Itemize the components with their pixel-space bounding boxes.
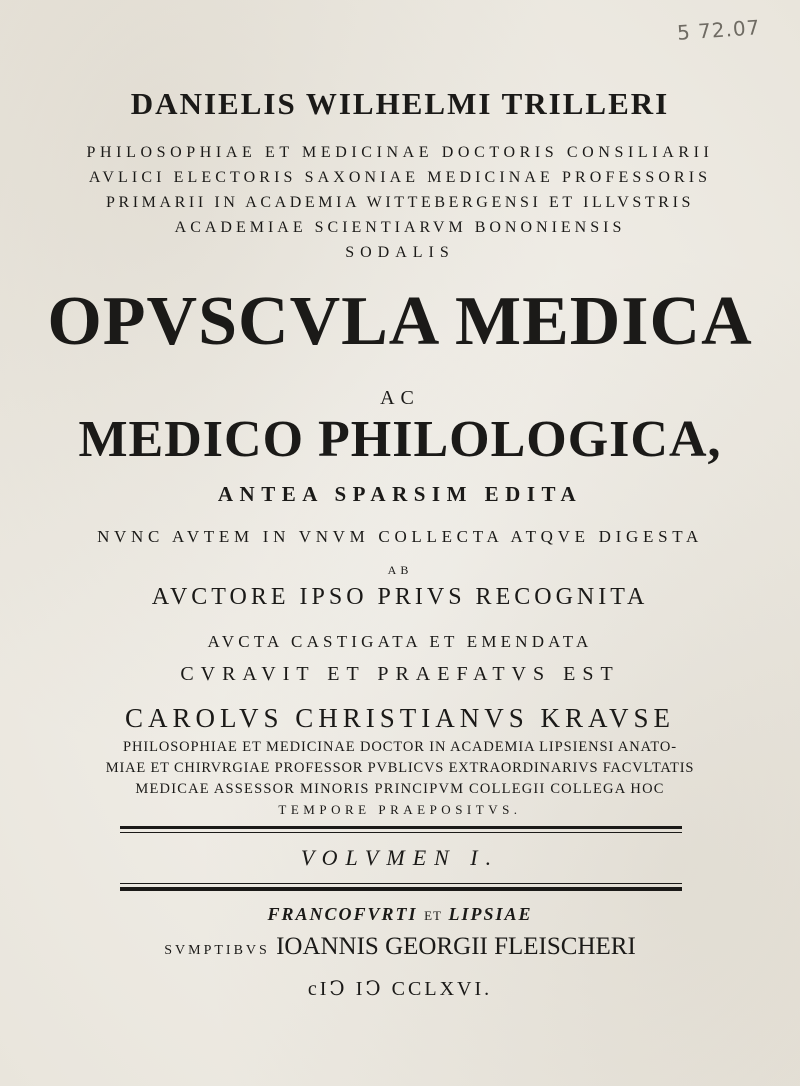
shelfmark-annotation: 5 72.07 xyxy=(675,15,761,45)
imprint-city-2: LIPSIAE xyxy=(448,904,533,924)
imprint-et: ET xyxy=(424,908,442,923)
editor-title-line-2: MIAE ET CHIRVRGIAE PROFESSOR PVBLICVS EXTRAORDINARIVS FACVLTATIS xyxy=(105,760,695,776)
subtitle-avcta: AVCTA CASTIGATA ET EMENDATA xyxy=(207,632,593,651)
editor-title-line-4: TEMPORE PRAEPOSITVS. xyxy=(278,802,522,817)
top-double-rule-thin xyxy=(120,832,682,833)
author-title-line-3: PRIMARII IN ACADEMIA WITTEBERGENSI ET ILLVSTRIS xyxy=(105,194,695,211)
publication-year: cIↃ IↃ CCLXVI. xyxy=(307,978,493,1000)
author-title-line-2: AVLICI ELECTORIS SAXONIAE MEDICINAE PROFESSORIS xyxy=(88,169,712,186)
main-title-2: MEDICO PHILOLOGICA, xyxy=(78,411,722,468)
author-title-line-5: SODALIS xyxy=(345,244,455,261)
editor-title-line-1: PHILOSOPHIAE ET MEDICINAE DOCTOR IN ACADEMIA LIPSIENSI ANATO- xyxy=(123,739,677,755)
top-double-rule-thick xyxy=(120,826,682,829)
imprint-place xyxy=(0,904,800,925)
author-title-line-1: PHILOSOPHIAE ET MEDICINAE DOCTORIS CONSILIARII xyxy=(86,144,714,161)
subtitle-antea: ANTEA SPARSIM EDITA xyxy=(217,482,583,506)
subtitle-nvnc: NVNC AVTEM IN VNVM COLLECTA ATQVE DIGESTA xyxy=(97,527,703,546)
imprint-city-1: FRANCOFVRTI xyxy=(267,904,418,924)
author-title-line-4: ACADEMIAE SCIENTIARVM BONONIENSIS xyxy=(174,219,626,236)
sumptibus-label: SVMPTIBVS xyxy=(164,943,270,958)
editor-name: CAROLVS CHRISTIANVS KRAVSE xyxy=(124,703,676,733)
author-name: DANIELIS WILHELMI TRILLERI xyxy=(130,86,670,121)
title-connector: AC xyxy=(380,387,420,409)
subtitle-cvravit: CVRAVIT ET PRAEFATVS EST xyxy=(180,663,620,685)
bottom-double-rule-thick xyxy=(120,887,682,891)
bottom-double-rule-thin xyxy=(120,883,682,884)
subtitle-ab: AB xyxy=(387,563,413,577)
editor-title-line-3: MEDICAE ASSESSOR MINORIS PRINCIPVM COLLEGII COLLEGA HOC xyxy=(135,781,665,797)
subtitle-avctore: AVCTORE IPSO PRIVS RECOGNITA xyxy=(151,584,649,610)
imprint-publisher xyxy=(0,933,800,961)
main-title-1: OPVSCVLA MEDICA xyxy=(47,283,753,360)
volume-label: VOLVMEN I. xyxy=(300,845,500,870)
publisher-name: IOANNIS GEORGII FLEISCHERI xyxy=(276,933,636,960)
